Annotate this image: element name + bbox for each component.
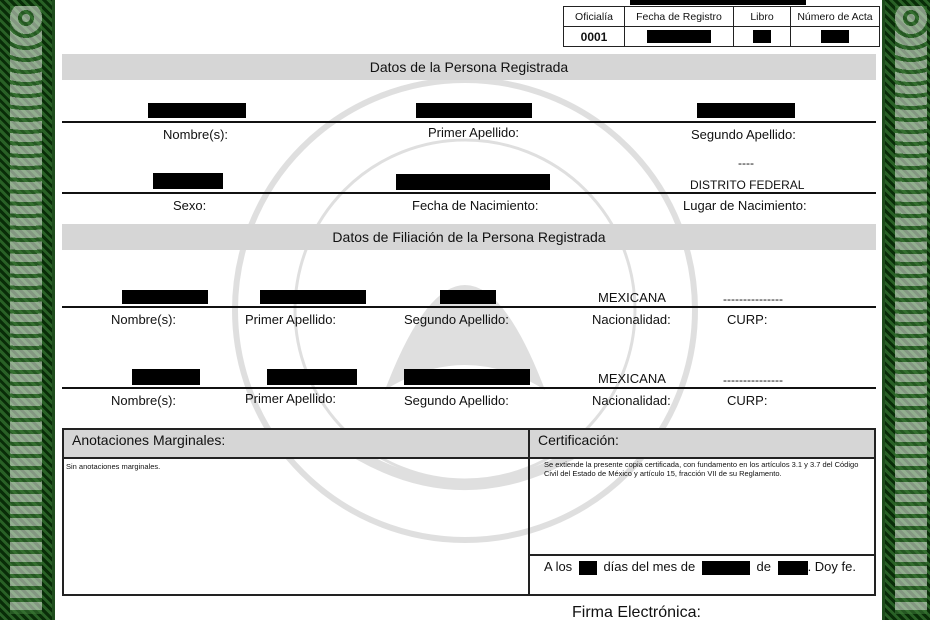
header-oficialia: Oficialía <box>564 7 625 27</box>
date-prefix: A los <box>544 559 573 574</box>
date-days-text: días del mes de <box>603 559 696 574</box>
redaction-fecha-nacimiento <box>396 174 550 190</box>
p2-curp: --------------- <box>723 373 783 387</box>
label-p2-primer-apellido: Primer Apellido: <box>245 391 337 406</box>
label-p1-curp: CURP: <box>727 312 768 327</box>
redaction-p1-primer-apellido <box>260 290 366 304</box>
label-fecha-nacimiento: Fecha de Nacimiento: <box>412 198 539 213</box>
divider <box>62 306 876 308</box>
label-p1-nacionalidad: Nacionalidad: <box>592 312 671 327</box>
redaction-p1-nombre <box>122 290 208 304</box>
registry-table <box>563 6 880 47</box>
redaction-primer-apellido <box>416 103 532 118</box>
label-lugar-nacimiento: Lugar de Nacimiento: <box>683 198 807 213</box>
label-p1-segundo-apellido: Segundo Apellido: <box>404 312 509 327</box>
header-fecha-registro: Fecha de Registro <box>625 7 734 27</box>
redaction-segundo-apellido <box>697 103 795 118</box>
date-suffix: . Doy fe. <box>807 559 856 574</box>
date-de-text: de <box>756 559 771 574</box>
certification-divider <box>530 554 874 556</box>
annotations-title: Anotaciones Marginales: <box>72 432 226 448</box>
label-nombre: Nombre(s): <box>163 127 229 142</box>
redaction-p2-primer-apellido <box>267 369 357 385</box>
label-p1-primer-apellido: Primer Apellido: <box>245 312 337 327</box>
redaction-year <box>778 561 808 575</box>
label-p2-nombre: Nombre(s): <box>111 393 177 408</box>
divider <box>62 387 876 389</box>
p1-nacionalidad: MEXICANA <box>598 290 666 305</box>
top-redaction-strip <box>630 0 806 5</box>
certification-text: Se extiende la presente copia certificada, con fundamento en los artículos 3.1 y 3.7 del Código Civil del Estado de México y artículo 15, fracción VII de su Reglamento. <box>544 460 859 478</box>
header-libro: Libro <box>734 7 791 27</box>
label-sexo: Sexo: <box>173 198 207 213</box>
label-p2-nacionalidad: Nacionalidad: <box>592 393 671 408</box>
redaction-p2-segundo-apellido <box>404 369 530 385</box>
redaction-month <box>702 561 750 575</box>
redaction-nombre <box>148 103 246 118</box>
divider <box>62 192 876 194</box>
label-p2-curp: CURP: <box>727 393 768 408</box>
redaction <box>753 30 771 43</box>
oficialia-value: 0001 <box>564 27 625 47</box>
redaction-p2-nombre <box>132 369 200 385</box>
label-segundo-apellido: Segundo Apellido: <box>691 127 796 142</box>
redaction-sexo <box>153 173 223 189</box>
numero-acta-value <box>791 27 880 47</box>
label-p1-nombre: Nombre(s): <box>111 312 177 327</box>
p1-curp: --------------- <box>723 292 783 306</box>
p2-nacionalidad: MEXICANA <box>598 371 666 386</box>
header-numero-acta: Número de Acta <box>791 7 880 27</box>
redaction-day <box>579 561 597 575</box>
lugar-nacimiento-line1: ---- <box>738 156 754 170</box>
section-title-registered-person: Datos de la Persona Registrada <box>62 54 876 80</box>
label-p2-segundo-apellido: Segundo Apellido: <box>404 393 509 408</box>
decorative-border-right <box>882 0 930 620</box>
annotations-text: Sin anotaciones marginales. <box>66 462 161 471</box>
libro-value <box>734 27 791 47</box>
signature-label: Firma Electrónica: <box>572 604 701 621</box>
fecha-registro-value <box>625 27 734 47</box>
divider <box>62 121 876 123</box>
decorative-border-left <box>0 0 55 620</box>
label-primer-apellido: Primer Apellido: <box>428 125 520 140</box>
certification-date-line <box>544 559 856 575</box>
redaction-p1-segundo-apellido <box>440 290 496 304</box>
redaction <box>647 30 711 43</box>
redaction <box>821 30 849 43</box>
section-title-filiation: Datos de Filiación de la Persona Registrada <box>62 224 876 250</box>
certification-title: Certificación: <box>538 432 619 448</box>
lugar-nacimiento-line2: DISTRITO FEDERAL <box>690 178 805 192</box>
